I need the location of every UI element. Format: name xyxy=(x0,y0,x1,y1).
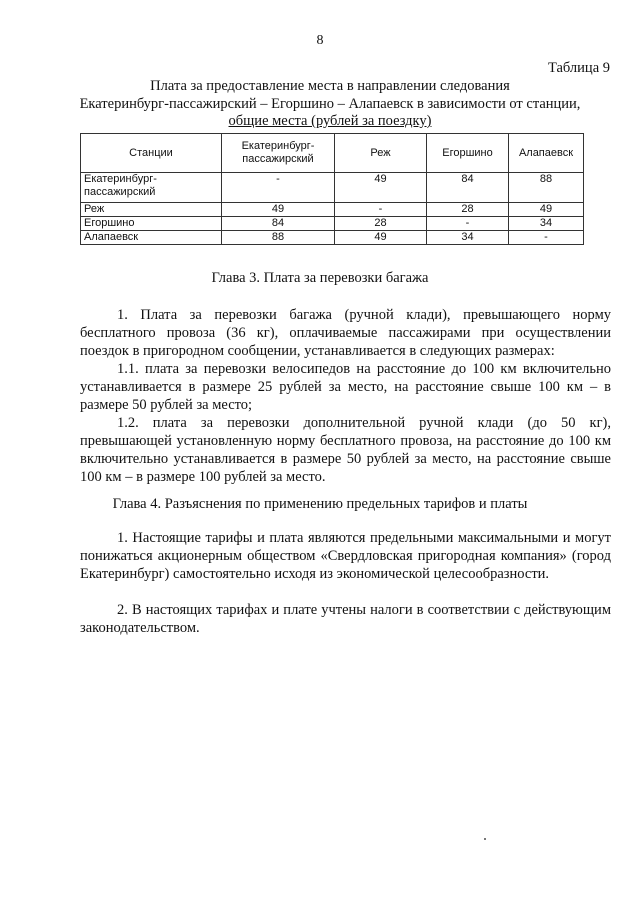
table-cell: 84 xyxy=(427,173,509,203)
scan-speck xyxy=(484,838,486,840)
column-header-ekaterinburg: Екатеринбург-пассажирский xyxy=(222,134,335,173)
table-cell: - xyxy=(222,173,335,203)
table-title-line: Екатеринбург-пассажирский – Егоршино – Алапаевск в зависимости от станции, xyxy=(79,95,581,112)
row-station: Екатеринбург-пассажирский xyxy=(81,173,222,203)
row-station: Алапаевск xyxy=(81,231,222,245)
table-title-line: Плата за предоставление места в направлении следования xyxy=(150,78,510,94)
table-row xyxy=(81,231,584,245)
table-cell: 49 xyxy=(335,173,427,203)
table-cell: 88 xyxy=(509,173,584,203)
tariff-table xyxy=(80,133,584,245)
table-title xyxy=(60,78,600,131)
column-header-rezh: Реж xyxy=(335,134,427,173)
page-number: 8 xyxy=(316,33,324,48)
chapter-3-heading: Глава 3. Плата за перевозки багажа xyxy=(211,270,429,286)
row-station: Егоршино xyxy=(81,217,222,231)
table-row xyxy=(81,173,584,203)
table-title-line: общие места (рублей за поездку) xyxy=(228,113,432,129)
chapter-4-heading: Глава 4. Разъяснения по применению предельных тарифов и платы xyxy=(112,496,528,512)
table-cell: 34 xyxy=(509,217,584,231)
table-cell: - xyxy=(335,203,427,217)
table-row xyxy=(81,217,584,231)
table-cell: - xyxy=(427,217,509,231)
column-header-egorshino: Егоршино xyxy=(427,134,509,173)
table-cell: 84 xyxy=(222,217,335,231)
row-station: Реж xyxy=(81,203,222,217)
paragraph: 1.2. плата за перевозки дополнительной ручной клади (до 50 кг), превышающей установленную норму бесплатного провоза, на расстояние до 100 км включительно устанавливается в размере 50 рублей за место, на расстояние свыше 100 км – в размере 100 рублей за место. xyxy=(80,415,611,485)
table-cell: 49 xyxy=(222,203,335,217)
table-cell: 28 xyxy=(335,217,427,231)
table-header-row xyxy=(81,134,584,173)
paragraph: 2. В настоящих тарифах и плате учтены налоги в соответствии с действующим законодательством. xyxy=(80,602,611,636)
table-cell: 28 xyxy=(427,203,509,217)
table-label: Таблица 9 xyxy=(547,60,610,76)
paragraph: 1.1. плата за перевозки велосипедов на расстояние до 100 км включительно устанавливается в размере 25 рублей за место, на расстояние свыше 100 км – в размере 50 рублей за место; xyxy=(80,361,611,413)
paragraph: 1. Плата за перевозки багажа (ручной клади), превышающего норму бесплатного провоза (36 кг), оплачиваемые пассажирами при осуществлении поездок в пригородном сообщении, устанавливается в следующих размерах: xyxy=(80,307,611,359)
table-cell: 88 xyxy=(222,231,335,245)
table-cell: - xyxy=(509,231,584,245)
column-header-stations: Станции xyxy=(81,134,222,173)
paragraph: 1. Настоящие тарифы и плата являются предельными максимальными и могут понижаться акционерным обществом «Свердловская пригородная компания» (город Екатеринбург) самостоятельно исходя из экономической целесообразности. xyxy=(80,530,611,582)
table-row xyxy=(81,203,584,217)
table-cell: 49 xyxy=(509,203,584,217)
column-header-alapaevsk: Алапаевск xyxy=(509,134,584,173)
table-cell: 49 xyxy=(335,231,427,245)
table-cell: 34 xyxy=(427,231,509,245)
